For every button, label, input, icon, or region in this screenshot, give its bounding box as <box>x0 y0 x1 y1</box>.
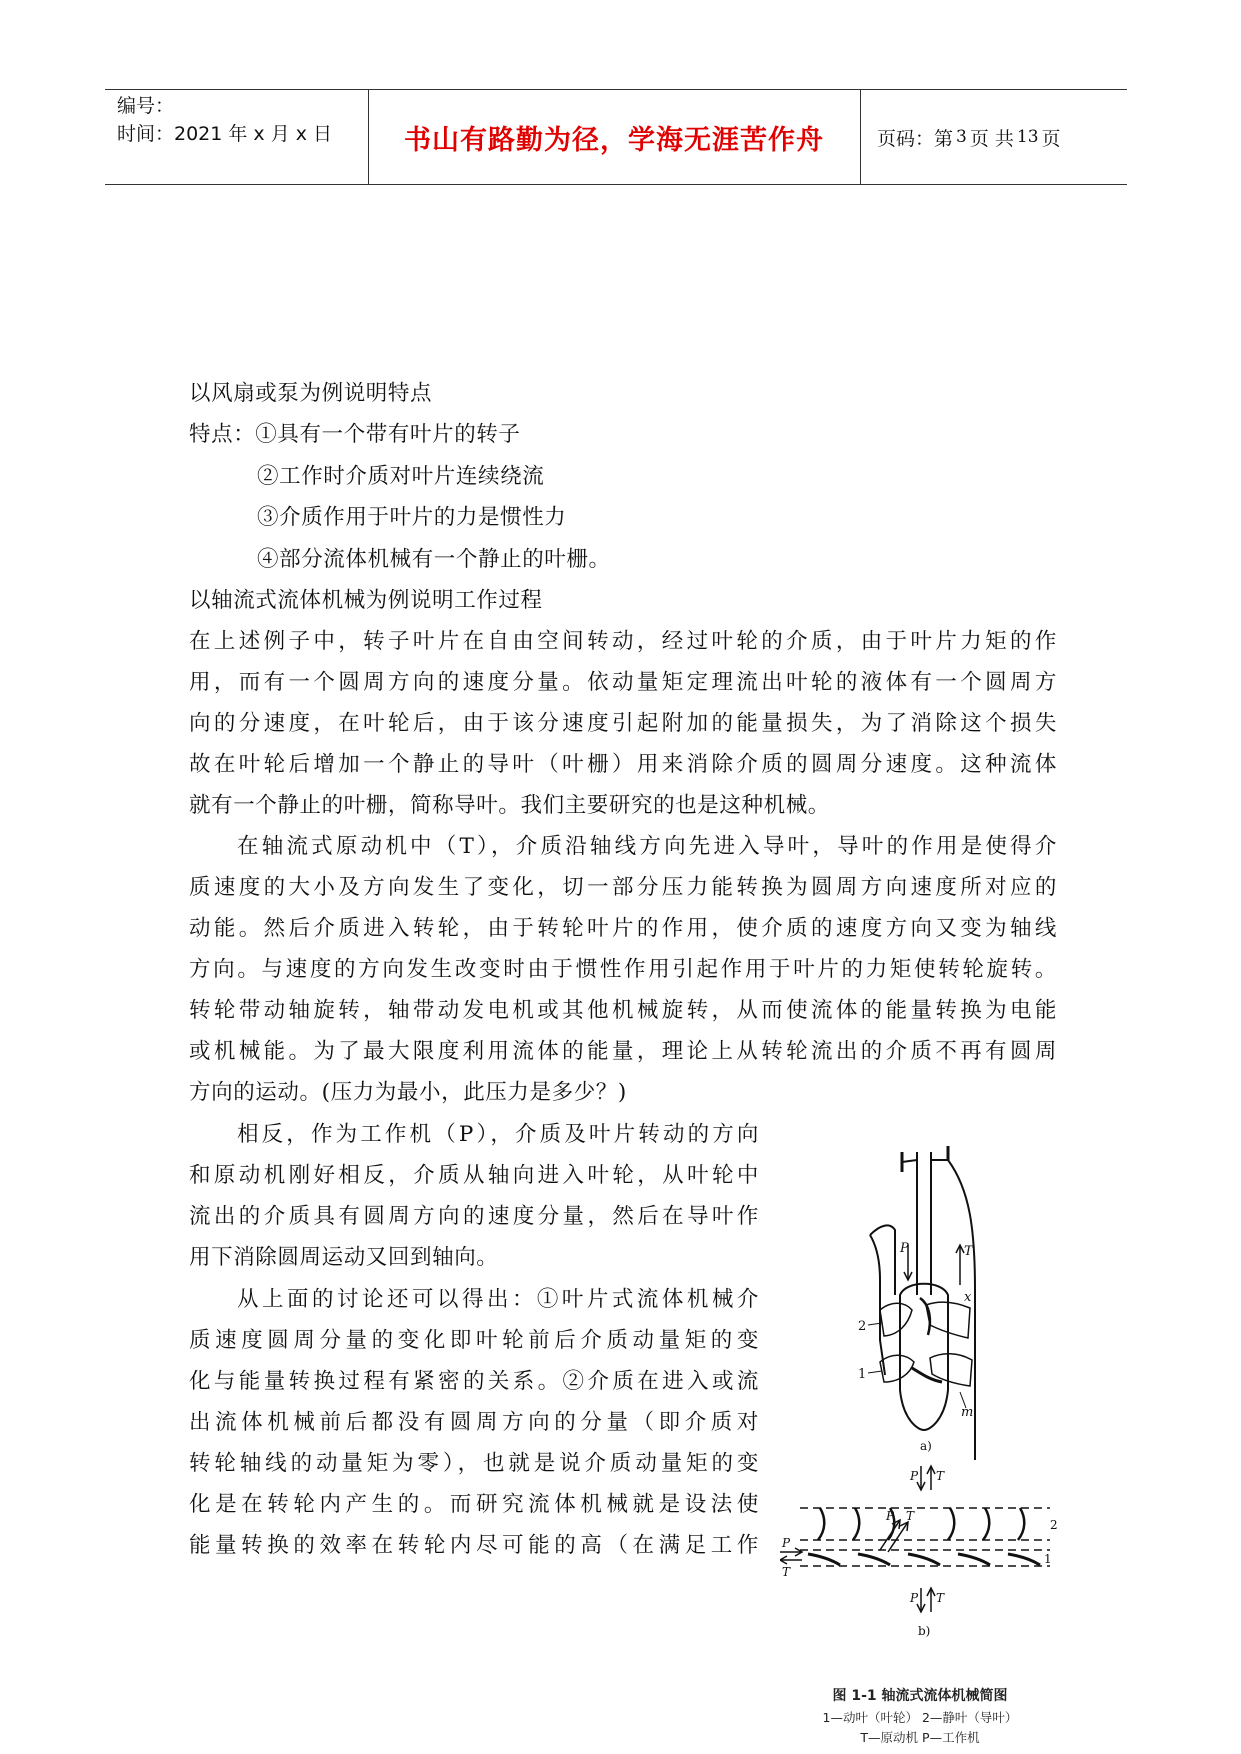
label-b-2: 2 <box>1050 1518 1058 1532</box>
page-header <box>105 89 1127 185</box>
text-line: 从上面的讨论还可以得出：①叶片式流体机械介 <box>237 1287 759 1312</box>
page-current: 3 <box>956 127 967 147</box>
label-b-t-left: T <box>782 1565 791 1579</box>
text-line: 特点：①具有一个带有叶片的转子 <box>189 422 521 447</box>
axial-machine-figure <box>780 1130 1060 1750</box>
text-line: 能量转换的效率在转轮内尽可能的高（在满足工作 <box>189 1533 759 1558</box>
label-x: x <box>964 1290 972 1305</box>
text-line: 流出的介质具有圆周方向的速度分量，然后在导叶作 <box>189 1204 759 1229</box>
page-prefix: 页码：第 <box>877 127 954 150</box>
header-divider <box>860 90 861 184</box>
text-line: 方向的运动。(压力为最小，此压力是多少？) <box>189 1080 627 1105</box>
text-line: ②工作时介质对叶片连续绕流 <box>257 464 545 489</box>
text-line: 故在叶轮后增加一个静止的导叶（叶栅）用来消除介质的圆周分速度。这种流体 <box>189 752 1057 777</box>
figure-caption-legend: 1—动叶（叶轮） 2—静叶（导叶） <box>822 1710 1018 1725</box>
label-b-p-top: P <box>910 1469 919 1483</box>
text-line: 或机械能。为了最大限度利用流体的能量，理论上从转轮流出的介质不再有圆周 <box>189 1039 1057 1064</box>
text-line: 和原动机刚好相反，介质从轴向进入叶轮，从叶轮中 <box>189 1163 759 1188</box>
document-number-label: 编号： <box>117 95 175 117</box>
text-line: ③介质作用于叶片的力是惯性力 <box>257 505 567 530</box>
text-line: 向的分速度，在叶轮后，由于该分速度引起附加的能量损失，为了消除这个损失 <box>189 711 1057 736</box>
text-line: 在上述例子中，转子叶片在自由空间转动，经过叶轮的介质，由于叶片力矩的作 <box>189 629 1057 654</box>
label-t: T <box>964 1244 973 1259</box>
diagram-a <box>868 1146 975 1460</box>
page-total: 13 <box>1016 127 1039 147</box>
text-line: 用下消除圆周运动又回到轴向。 <box>189 1245 499 1270</box>
label-b-t-top: T <box>936 1469 945 1483</box>
label-b-t-bot: T <box>936 1591 945 1605</box>
label-1: 1 <box>858 1367 867 1382</box>
label-b-1: 1 <box>1044 1552 1052 1566</box>
text-line: 用，而有一个圆周方向的速度分量。依动量矩定理流出叶轮的液体有一个圆周方 <box>189 670 1057 695</box>
label-b-p-bot: P <box>910 1591 919 1605</box>
text-line: 相反，作为工作机（P），介质及叶片转动的方向 <box>237 1122 759 1147</box>
text-line: 以轴流式流体机械为例说明工作过程 <box>189 588 543 613</box>
text-line: 出流体机械前后都没有圆周方向的分量（即介质对 <box>189 1410 759 1435</box>
text-line: 化是在转轮内产生的。而研究流体机械就是设法使 <box>189 1492 759 1517</box>
text-line: ④部分流体机械有一个静止的叶栅。 <box>257 547 611 572</box>
axial-machine-diagram <box>780 1130 1060 1685</box>
page-mid: 页 共 <box>969 127 1014 150</box>
text-line: 质速度圆周分量的变化即叶轮前后介质动量矩的变 <box>189 1328 759 1353</box>
text-line: 动能。然后介质进入转轮，由于转轮叶片的作用，使介质的速度方向又变为轴线 <box>189 916 1057 941</box>
label-2: 2 <box>858 1319 867 1334</box>
label-b-t-mid: T <box>906 1509 915 1523</box>
label-p: P <box>900 1241 909 1256</box>
text-line: 在轴流式原动机中（T），介质沿轴线方向先进入导叶，导叶的作用是使得介 <box>237 834 1057 859</box>
header-meta <box>117 92 332 148</box>
figure-caption-legend: T—原动机 P—工作机 <box>860 1730 980 1745</box>
text-line: 转轮带动轴旋转，轴带动发电机或其他机械旋转，从而使流体的能量转换为电能 <box>189 998 1057 1023</box>
label-m: m <box>961 1405 974 1420</box>
label-a: a) <box>920 1439 932 1453</box>
document-time: 时间：2021 年 x 月 x 日 <box>117 123 333 145</box>
text-line: 以风扇或泵为例说明特点 <box>189 381 433 406</box>
label-b-p-left: P <box>782 1536 791 1550</box>
text-line: 化与能量转换过程有紧密的关系。②介质在进入或流 <box>189 1369 759 1394</box>
label-b: b) <box>918 1624 931 1638</box>
text-line: 方向。与速度的方向发生改变时由于惯性作用引起作用于叶片的力矩使转轮旋转。 <box>189 957 1057 982</box>
text-line: 就有一个静止的叶栅，简称导叶。我们主要研究的也是这种机械。 <box>189 793 830 818</box>
page-indicator <box>877 90 1061 184</box>
text-line: 质速度的大小及方向发生了变化，切一部分压力能转换为圆周方向速度所对应的 <box>189 875 1057 900</box>
page-suffix: 页 <box>1041 127 1061 150</box>
label-b-p-mid: P <box>886 1509 895 1523</box>
header-motto: 书山有路勤为径，学海无涯苦作舟 <box>404 124 824 156</box>
figure-caption-title: 图 1-1 轴流式流体机械简图 <box>832 1688 1008 1704</box>
text-line: 转轮轴线的动量矩为零），也就是说介质动量矩的变 <box>189 1451 759 1476</box>
